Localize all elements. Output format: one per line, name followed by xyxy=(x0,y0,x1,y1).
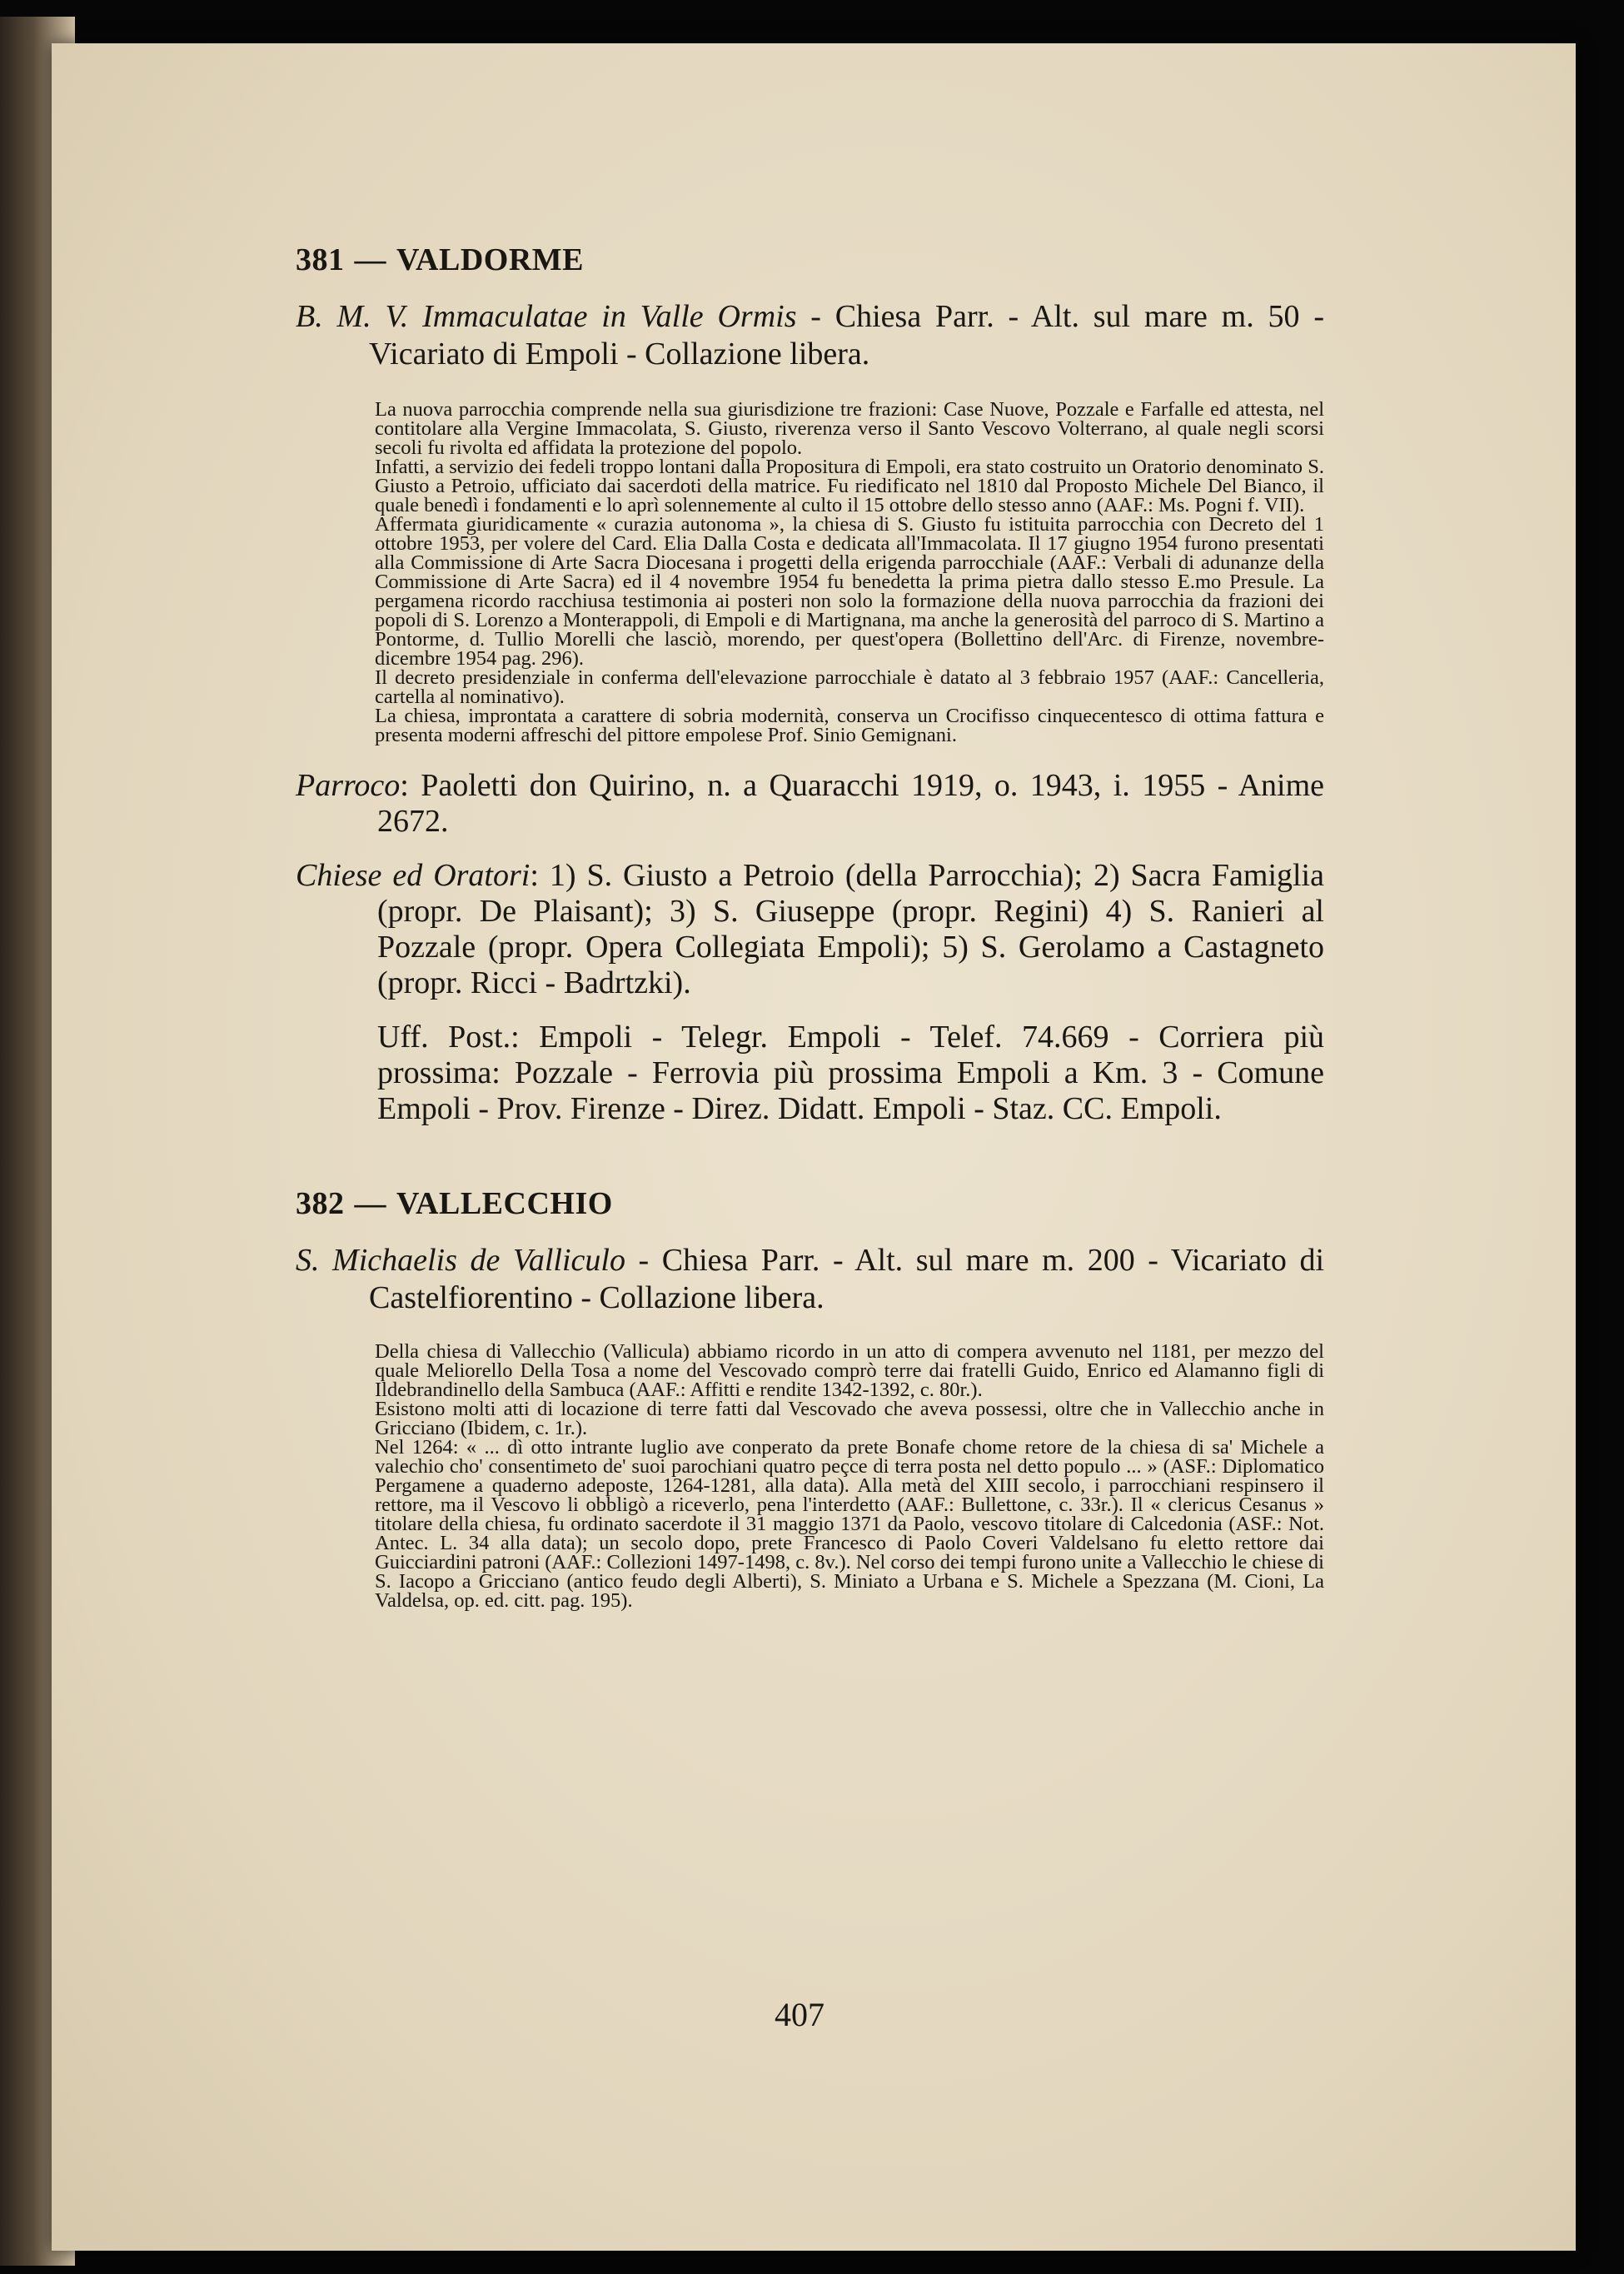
chiese-text: : 1) S. Giusto a Petroio (della Parrocchia); 2) Sacra Famiglia (propr. De Plaisant); 3) S. Giuseppe (propr. Regini) 4) S. Ranieri al Pozzale (propr. Opera Collegiata Empoli); 5) S. Gerolamo a Castagneto (propr. Ricci - Badrtzki). xyxy=(377,858,1324,1000)
post-info: Uff. Post.: Empoli - Telegr. Empoli - Telef. 74.669 - Corriera più prossima: Pozzale - Ferrovia più prossima Empoli a Km. 3 - Comune Empoli - Prov. Firenze - Direz. Didatt. Empoli - Staz. CC. Empoli. xyxy=(377,1020,1324,1126)
note-paragraph: Il decreto presidenziale in conferma dell'elevazione parrocchiale è datato al 3 febbraio 1957 (AAF.: Cancelleria, cartella al nominativo). xyxy=(375,666,1324,708)
parroco-entry xyxy=(296,768,1324,840)
page-number: 407 xyxy=(775,1996,824,2033)
section-separator: — xyxy=(354,1186,386,1221)
section-heading-381 xyxy=(296,242,1324,278)
section-number: 381 xyxy=(296,242,345,277)
title-latin: B. M. V. Immaculatae in Valle Ormis xyxy=(296,299,797,334)
title-details: - Chiesa Parr. - Alt. sul mare m. 50 - Vicariato di Empoli - Collazione libera. xyxy=(369,299,1324,372)
note-paragraph: Infatti, a servizio dei fedeli troppo lontani dalla Propositura di Empoli, era stato costruito un Oratorio denominato S. Giusto a Petroio, ufficiato dai sacerdoti della matrice. Fu riedificato nel 1810 dal Proposto Michele Del Bianco, il quale benedì i fondamenti e lo aprì solennemente al culto il 15 ottobre dello stesso anno (AAF.: Ms. Pogni f. VII). xyxy=(375,456,1324,516)
note-paragraph: Della chiesa di Vallecchio (Vallicula) abbiamo ricordo in un atto di compera avvenuto nel 1181, per mezzo del quale Meliorello Della Tosa a nome del Vescovado comprò terre dai fratelli Guido, Enrico ed Alamanno figli di Ildebrandinello della Sambuca (AAF.: Affitti e rendite 1342-1392, c. 80r.). xyxy=(375,1340,1324,1401)
section-number: 382 xyxy=(296,1186,345,1221)
parroco-label: Parroco xyxy=(296,768,401,803)
section-title-382 xyxy=(296,1242,1324,1317)
note-paragraph: Esistono molti atti di locazione di terre fatti dal Vescovado che aveva possessi, oltre che in Vallecchio anche in Gricciano (Ibidem, c. 1r.). xyxy=(375,1398,1324,1439)
parroco-text: : Paoletti don Quirino, n. a Quaracchi 1919, o. 1943, i. 1955 - Anime 2672. xyxy=(377,768,1324,839)
section-title-381 xyxy=(296,298,1324,373)
chiese-label: Chiese ed Oratori xyxy=(296,858,531,893)
section-name: VALDORME xyxy=(396,242,584,277)
note-paragraph: La chiesa, improntata a carattere di sobria modernità, conserva un Crocifisso cinquecentesco di ottima fattura e presenta moderni affreschi del pittore empolese Prof. Sinio Gemignani. xyxy=(375,705,1324,746)
section-name: VALLECCHIO xyxy=(396,1186,613,1221)
notes-382 xyxy=(375,1342,1324,1610)
note-paragraph: La nuova parrocchia comprende nella sua giurisdizione tre frazioni: Case Nuove, Pozzale e Farfalle ed attesta, nel contitolare alla Vergine Immacolata, S. Giusto, riverenza verso il Santo Vescovo Volterrano, al quale negli scorsi secoli fu rivolta ed affidata la protezione del popolo. xyxy=(375,398,1324,459)
note-paragraph: Nel 1264: « ... dì otto intrante luglio ave conperato da prete Bonafe chome retore de la chiesa di sa' Michele a valechio cho' consentimeto de' suoi parochiani quatro peçce di terra posta nel detto populo ... » (ASF.: Diplomatico Pergamene a quaderno adeposte, 1264-1281, alla data). Alla metà del XIII secolo, i parrocchiani respinsero il rettore, ma il Vescovo li obbligò a riceverlo, pena l'interdetto (AAF.: Bullettone, c. 33r.). Il « clericus Cesanus » titolare della chiesa, fu ordinato sacerdote il 31 maggio 1371 da Paolo, vescovo titolare di Calcedonia (ASF.: Not. Antec. L. 34 alla data); un secolo dopo, prete Francesco di Paolo Coveri Valdelsano fu eletto rettore dai Guicciardini patroni (AAF.: Collezioni 1497-1498, c. 8v.). Nel corso dei tempi furono unite a Vallecchio le chiese di S. Iacopo a Gricciano (antico feudo degli Alberti), S. Miniato a Urbana e S. Michele a Spezzana (M. Cioni, La Valdelsa, op. ed. citt. pag. 195). xyxy=(375,1436,1324,1612)
chiese-entry xyxy=(296,858,1324,1001)
notes-381 xyxy=(375,400,1324,745)
section-separator: — xyxy=(354,242,386,277)
note-paragraph: Affermata giuridicamente « curazia autonoma », la chiesa di S. Giusto fu istituita parrocchia con Decreto del 1 ottobre 1953, per volere del Card. Elia Dalla Costa e dedicata all'Immacolata. Il 17 giugno 1954 furono presentati alla Commissione di Arte Sacra Diocesana i progetti della erigenda parrocchiale (AAF.: Verbali di adunanze della Commissione di Arte Sacra) ed il 4 novembre 1954 fu benedetta la prima pietra dallo stesso E.mo Presule. La pergamena ricordo racchiusa testimonia ai posteri non solo la formazione della nuova parrocchia da frazioni dei popoli di S. Lorenzo a Monterappoli, di Empoli e di Martignana, ma anche la generosità del parroco di S. Martino a Pontorme, d. Tullio Morelli che lasciò, morendo, per quest'opera (Bollettino dell'Arc. di Firenze, novembre-dicembre 1954 pag. 296). xyxy=(375,513,1324,670)
title-latin: S. Michaelis de Valliculo xyxy=(296,1243,625,1278)
section-heading-382 xyxy=(296,1185,1324,1222)
page-content xyxy=(296,242,1324,1610)
title-details: - Chiesa Parr. - Alt. sul mare m. 200 - Vicariato di Castelfiorentino - Collazione libera. xyxy=(369,1243,1324,1315)
